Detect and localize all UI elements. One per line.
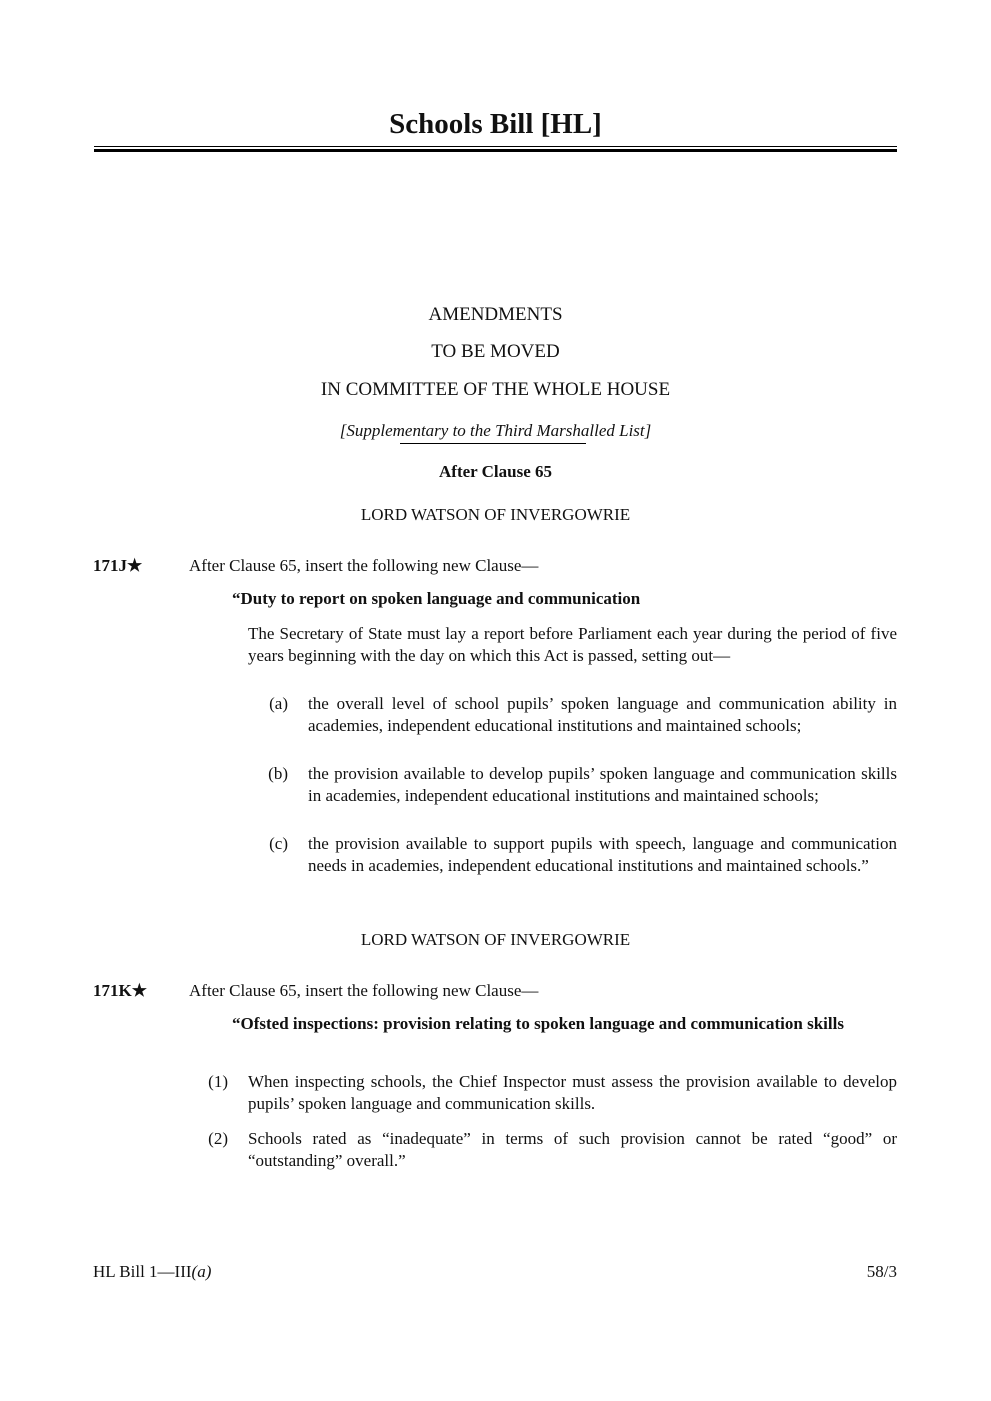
clause-body: The Secretary of State must lay a report before Parliament each year during the period of five years beginning with the day on which this Act is passed, setting out—: [248, 624, 897, 665]
clause-title: “Duty to report on spoken language and communication: [232, 589, 641, 608]
title-rule-thick: [94, 149, 897, 152]
clause-title: “Ofsted inspections: provision relating to spoken language and communication skills: [232, 1014, 844, 1033]
item-text: When inspecting schools, the Chief Inspector must assess the provision available to develop pupils’ spoken language and communication skills.: [248, 1072, 897, 1113]
intro-committee: IN COMMITTEE OF THE WHOLE HOUSE: [320, 379, 671, 400]
sponsor-name: LORD WATSON OF INVERGOWRIE: [360, 930, 631, 949]
page-reference: 58/3: [866, 1262, 897, 1281]
item-text: the overall level of school pupils’ spoken language and communication ability in academies, independent educational institutions and maintained schools;: [308, 694, 897, 735]
intro-amendments: AMENDMENTS: [428, 304, 563, 325]
item-label: (1): [208, 1072, 228, 1091]
item-label: (2): [208, 1129, 228, 1148]
section-heading: After Clause 65: [439, 462, 552, 481]
page-title: Schools Bill [HL]: [389, 108, 602, 140]
item-label: (a): [269, 694, 288, 713]
bill-reference: [93, 1262, 211, 1282]
item-label: (b): [268, 764, 288, 783]
intro-to-be-moved: TO BE MOVED: [431, 341, 560, 362]
amendment-instruction: After Clause 65, insert the following new Clause—: [189, 981, 539, 1000]
bill-reference-suffix: (a): [191, 1262, 212, 1281]
list-note: [Supplementary to the Third Marshalled List]: [339, 421, 652, 440]
item-label: (c): [269, 834, 288, 853]
amendment-number: 171J★: [93, 556, 143, 575]
item-text: the provision available to support pupils with speech, language and communication needs in academies, independent educational institutions and maintained schools.”: [308, 834, 897, 875]
amendment-number: 171K★: [93, 981, 147, 1000]
amendment-instruction: After Clause 65, insert the following new Clause—: [189, 556, 539, 575]
list-note-rule: [400, 443, 586, 444]
title-rule-thin: [94, 146, 897, 147]
item-text: Schools rated as “inadequate” in terms of such provision cannot be rated “good” or “outstanding” overall.”: [248, 1129, 897, 1170]
sponsor-name: LORD WATSON OF INVERGOWRIE: [360, 505, 631, 524]
item-text: the provision available to develop pupils’ spoken language and communication skills in academies, independent educational institutions and maintained schools;: [308, 764, 897, 805]
bill-reference-main: HL Bill 1—III: [93, 1262, 192, 1281]
